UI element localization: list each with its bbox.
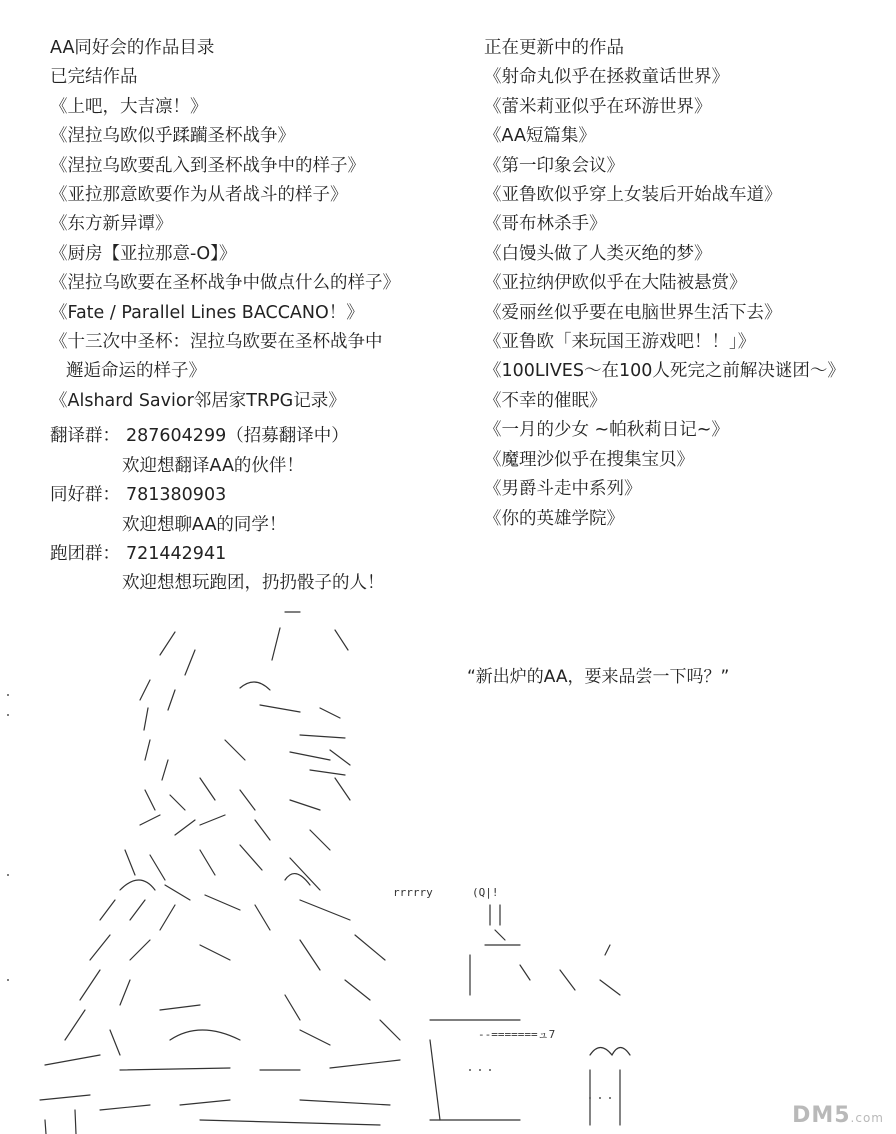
art-cup-line — [470, 905, 520, 995]
ongoing-work-item: 《魔理沙似乎在搜集宝贝》 — [484, 449, 694, 470]
group-number: 781380903 — [126, 485, 227, 506]
group-number: 721442941 — [126, 543, 227, 564]
group-description: 欢迎想翻译AA的伙伴！ — [122, 455, 304, 476]
ongoing-work-item: 《爱丽丝似乎要在电脑世界生活下去》 — [484, 302, 782, 323]
completed-work-item: 《涅拉乌欧似乎蹂躏圣杯战争》 — [50, 126, 295, 147]
ongoing-work-item: 《白馒头做了人类灭绝的梦》 — [484, 243, 712, 264]
art-leg-line — [65, 1010, 400, 1055]
ascii-art-illustration — [0, 600, 896, 1134]
art-floor-line — [45, 1110, 380, 1134]
art-label-sign: --=======ュ7 — [478, 1028, 556, 1041]
ongoing-work-item: 《AA短篇集》 — [484, 126, 596, 147]
ongoing-work-item: 《哥布林杀手》 — [484, 214, 607, 235]
ongoing-work-item: 《男爵斗走中系列》 — [484, 479, 642, 500]
completed-work-item: 《上吧，大吉凛！》 — [50, 96, 208, 117]
group-number: 287604299（招募翻译中） — [126, 426, 349, 447]
art-floor-line — [45, 1055, 400, 1070]
completed-work-item: 《涅拉乌欧要乱入到圣杯战争中的样子》 — [50, 155, 365, 176]
ongoing-work-item: 《不幸的催眠》 — [484, 390, 607, 411]
ongoing-work-item: 《亚拉纳伊欧似乎在大陆被悬赏》 — [484, 273, 747, 294]
art-leg-line — [80, 970, 370, 1020]
completed-works-column — [50, 34, 470, 599]
completed-heading: 已完结作品 — [50, 67, 138, 88]
art-face-line — [225, 740, 350, 800]
group-label: 同好群： — [50, 485, 120, 506]
art-body-line — [120, 874, 310, 910]
art-tray-line — [430, 1070, 620, 1125]
art-label-qi: (Q|! — [472, 886, 499, 899]
group-label: 跑团群： — [50, 543, 120, 564]
ongoing-work-item: 《你的英雄学院》 — [484, 508, 624, 529]
completed-work-item: 《Fate / Parallel Lines BACCANO！》 — [50, 302, 364, 323]
art-floor-line — [40, 1095, 390, 1110]
ongoing-work-item: 《100LIVES～在100人死完之前解决谜团～》 — [484, 361, 845, 382]
site-watermark — [792, 1103, 884, 1128]
watermark-main: DM5 — [792, 1103, 851, 1128]
art-arm-line — [90, 935, 385, 970]
speech-quote: “新出炉的AA，要来品尝一下吗？” — [467, 667, 730, 687]
fan-group-row — [50, 481, 470, 510]
trpg-group-row — [50, 540, 470, 569]
group-description: 欢迎想想玩跑团，扔扔骰子的人！ — [122, 573, 385, 594]
art-label-rrrrry: rrrrry — [393, 886, 433, 899]
ongoing-works-column — [484, 34, 884, 534]
completed-work-item: 《涅拉乌欧要在圣杯战争中做点什么的样子》 — [50, 273, 400, 294]
completed-work-item: 《厨房【亚拉那意-O】》 — [50, 243, 237, 264]
art-body-line — [140, 815, 330, 850]
ongoing-work-item: 《蕾米莉亚似乎在环游世界》 — [484, 96, 712, 117]
watermark-suffix: .com — [850, 1111, 884, 1125]
completed-work-item: 《亚拉那意欧要作为从者战斗的样子》 — [50, 185, 348, 206]
art-body-line — [145, 778, 320, 810]
catalog-title: AA同好会的作品目录 — [50, 38, 215, 58]
group-info — [50, 422, 470, 598]
group-label: 翻译群： — [50, 426, 120, 447]
completed-work-item: 《Alshard Savior邻居家TRPG记录》 — [50, 390, 346, 411]
translation-group-row — [50, 422, 470, 451]
ongoing-work-item: 《射命丸似乎在拯救童话世界》 — [484, 67, 729, 88]
art-arm-line — [100, 900, 350, 930]
completed-work-item: 《十三次中圣杯：涅拉乌欧要在圣杯战争中 — [50, 332, 383, 353]
ongoing-work-item: 《亚鲁欧「来玩国王游戏吧！！」》 — [484, 332, 756, 353]
ongoing-work-item: 《亚鲁欧似乎穿上女装后开始战车道》 — [484, 185, 782, 206]
ongoing-work-item: 《一月的少女 ~帕秋莉日记~》 — [484, 420, 729, 441]
completed-work-item: 《东方新异谭》 — [50, 214, 173, 235]
group-description: 欢迎想聊AA的同学！ — [122, 514, 287, 535]
art-body-line — [125, 845, 320, 890]
ongoing-work-item: 《第一印象会议》 — [484, 155, 624, 176]
art-hair-line — [160, 612, 348, 675]
ongoing-heading: 正在更新中的作品 — [484, 38, 624, 58]
art-cup-line — [520, 945, 620, 995]
completed-work-item-continued: 邂逅命运的样子》 — [66, 361, 206, 382]
art-hair-line — [140, 680, 175, 780]
